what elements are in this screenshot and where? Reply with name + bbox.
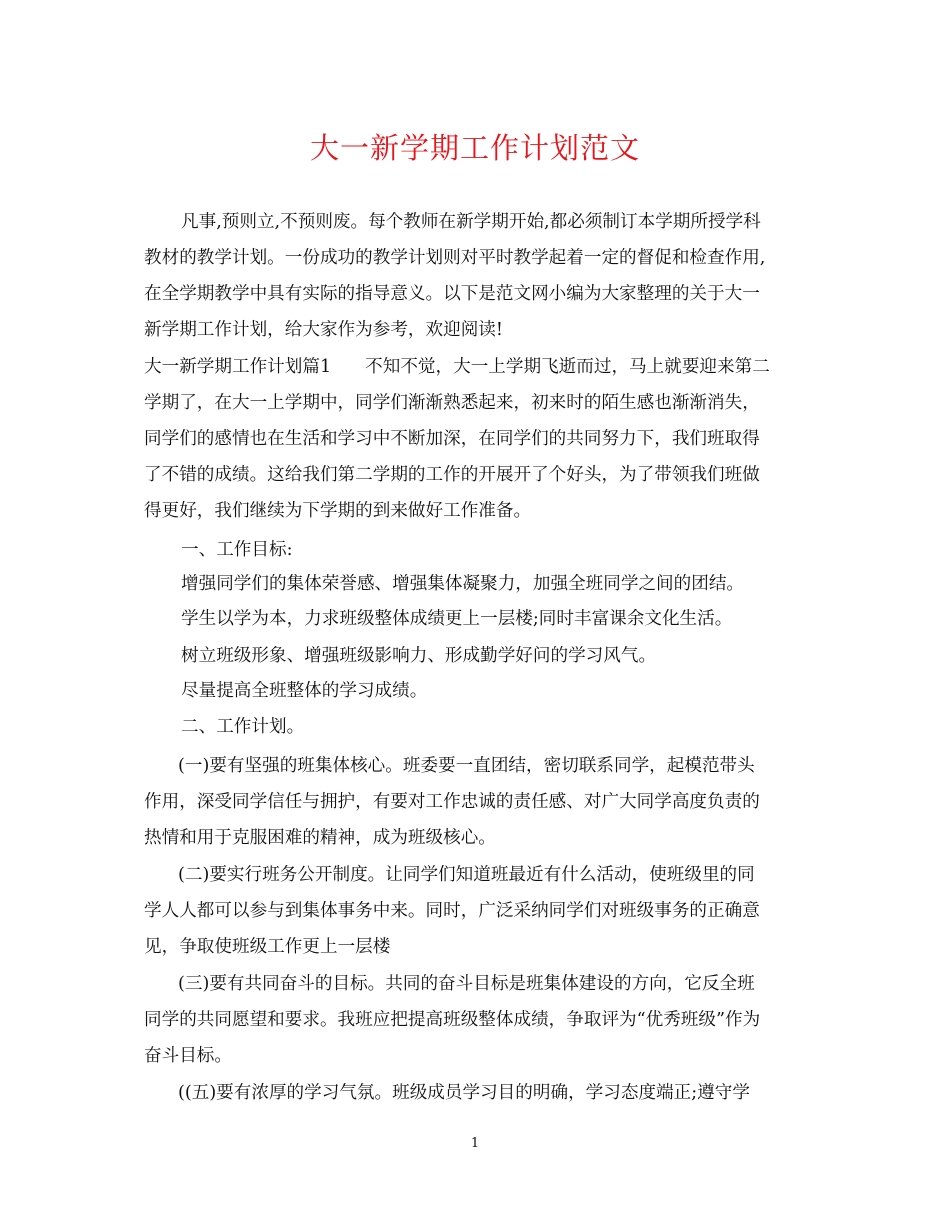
body-line: (二)要实行班务公开制度。让同学们知道班最近有什么活动，使班级里的同 xyxy=(178,865,755,885)
body-line-text: 不知不觉，大一上学期飞逝而过，马上就要迎来第二 xyxy=(365,357,770,377)
body-line: 作用，深受同学信任与拥护，有要对工作忠诚的责任感、对广大同学高度负责的 xyxy=(144,792,760,812)
body-line: 树立班级形象、增强班级影响力、形成勤学好问的学习风气。 xyxy=(181,646,657,666)
body-line: 凡事,预则立,不预则废。每个教师在新学期开始,都必须制订本学期所授学科 xyxy=(181,212,761,232)
body-line: 热情和用于克服困难的精神，成为班级核心。 xyxy=(144,828,496,848)
body-line: 尽量提高全班整体的学习成绩。 xyxy=(181,681,428,701)
body-line: 学生以学为本，力求班级整体成绩更上一层楼;同时丰富课余文化生活。 xyxy=(181,609,733,629)
document-title: 大一新学期工作计划范文 xyxy=(309,131,640,165)
body-line: 在全学期教学中具有实际的指导意义。以下是范文网小编为大家整理的关于大一 xyxy=(144,284,760,304)
body-line: 同学的共同愿望和要求。我班应把提高班级整体成绩，争取评为“优秀班级”作为 xyxy=(144,1010,761,1030)
body-line: 二、工作计划。 xyxy=(181,717,305,737)
body-line: (三)要有共同奋斗的目标。共同的奋斗目标是班集体建设的方向，它反全班 xyxy=(178,974,755,994)
body-line: 得更好，我们继续为下学期的到来做好工作准备。 xyxy=(144,501,532,521)
body-line: 学人人都可以参与到集体事务中来。同时，广泛采纳同学们对班级事务的正确意 xyxy=(144,901,760,921)
body-line: 学期了，在大一上学期中，同学们渐渐熟悉起来，初来时的陌生感也渐渐消失， xyxy=(144,393,760,413)
body-line: 一、工作目标: xyxy=(181,540,293,560)
section-heading: 大一新学期工作计划篇1 xyxy=(144,357,332,377)
body-line: 奋斗目标。 xyxy=(144,1046,232,1066)
body-line: ((五)要有浓厚的学习气氛。班级成员学习目的明确，学习态度端正;遵守学 xyxy=(178,1083,750,1103)
body-line: 了不错的成绩。这给我们第二学期的工作的开展开了个好头，为了带领我们班做 xyxy=(144,465,760,485)
page-number: 1 xyxy=(470,1136,480,1151)
body-line: 同学们的感情也在生活和学习中不断加深，在同学们的共同努力下，我们班取得 xyxy=(144,429,760,449)
body-line: 见，争取使班级工作更上一层楼 xyxy=(144,937,391,957)
body-line: 教材的教学计划。一份成功的教学计划则对平时教学起着一定的督促和检查作用, xyxy=(144,248,766,268)
body-line: 新学期工作计划，给大家作为参考，欢迎阅读! xyxy=(144,320,503,340)
body-line: 增强同学们的集体荣誉感、增强集体凝聚力，加强全班同学之间的团结。 xyxy=(181,574,745,594)
body-line xyxy=(144,351,770,383)
body-line: (一)要有坚强的班集体核心。班委要一直团结，密切联系同学，起模范带头 xyxy=(178,756,755,776)
